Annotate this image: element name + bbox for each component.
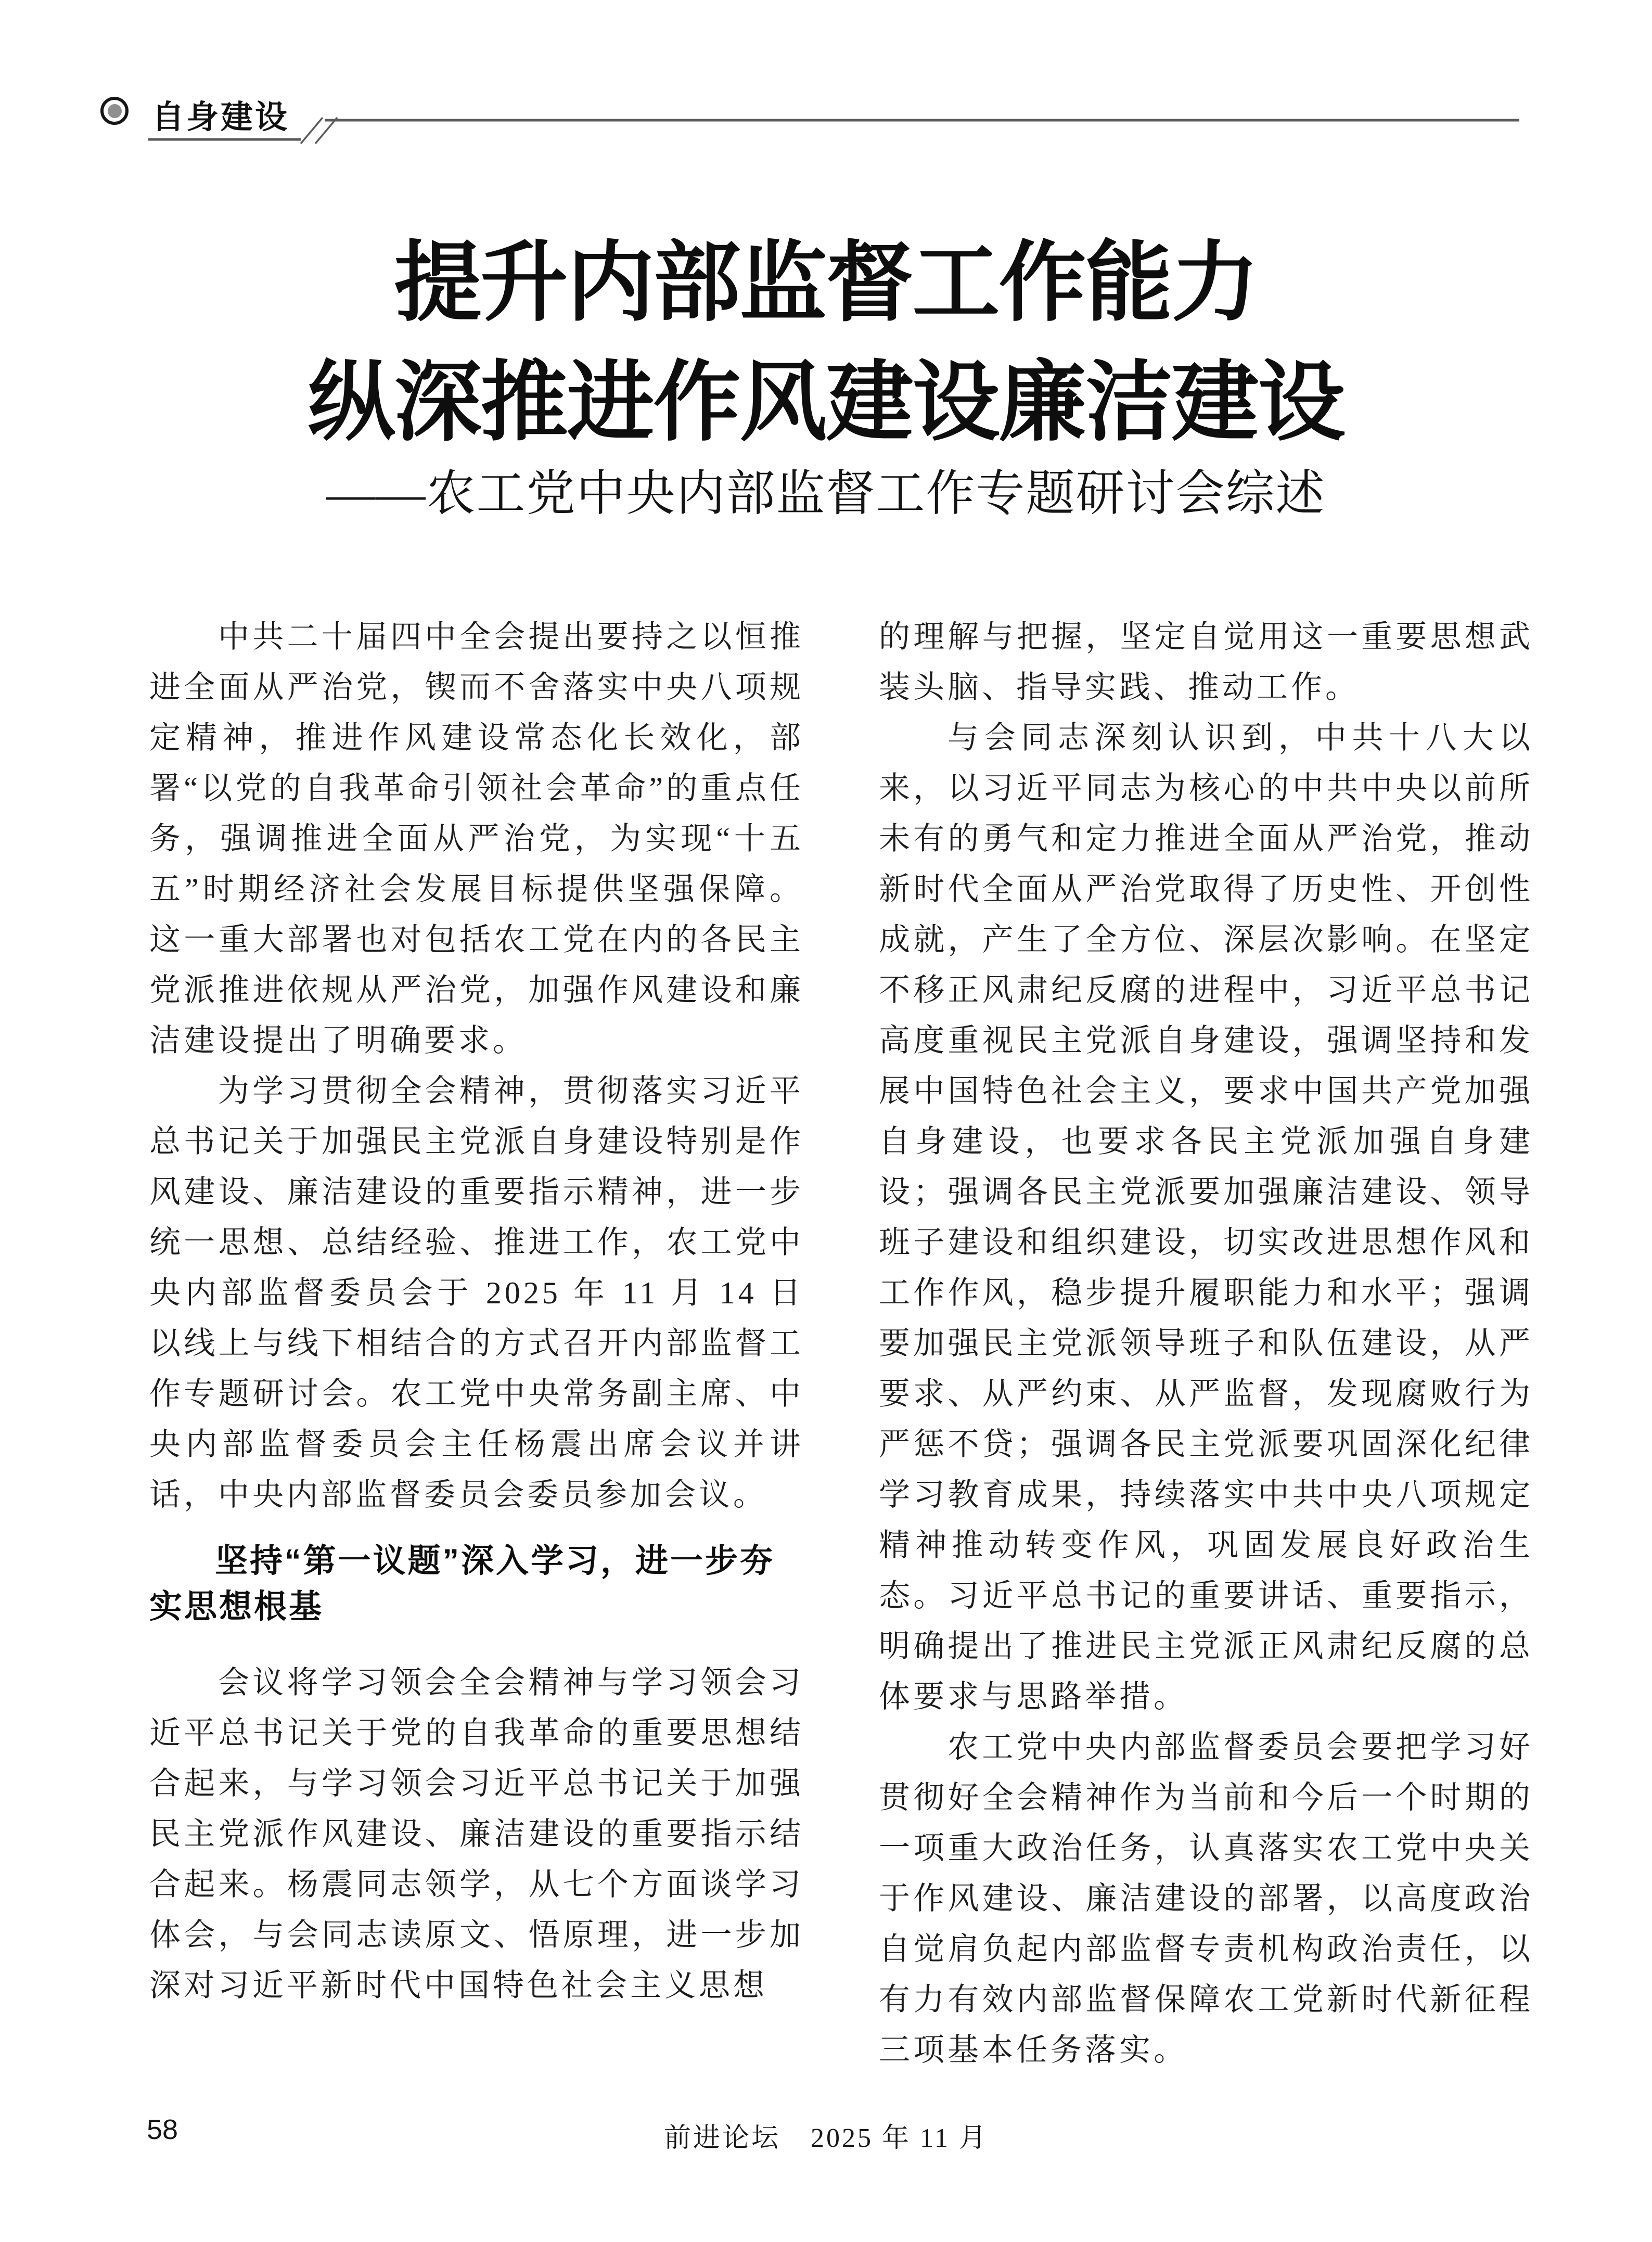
- body-paragraph-continued: 的理解与把握，坚定自觉用这一重要思想武装头脑、指导实践、推动工作。: [879, 620, 1533, 704]
- section-heading: 坚持“第一议题”深入学习，进一步夯实思想根基: [149, 1543, 775, 1625]
- body-column-right: [879, 612, 1533, 2090]
- footer-issue-date: 2025 年 11 月: [810, 2123, 989, 2153]
- body-paragraph: 农工党中央内部监督委员会要把学习好贯彻好全会精神作为当前和今后一个时期的一项重大政治任务，认真落实农工党中央关于作风建设、廉洁建设的部署，以高度政治自觉肩负起内部监督专责机构政治责任，以有力有效内部监督保障农工党新时代新征程三项基本任务落实。: [879, 1730, 1533, 2067]
- body-paragraph: 会议将学习领会全会精神与学习领会习近平总书记关于党的自我革命的重要思想结合起来，与学习领会习近平总书记关于加强民主党派作风建设、廉洁建设的重要指示结合起来。杨震同志领学，从七个方面谈学习体会，与会同志读原文、悟原理，进一步加深对习近平新时代中国特色社会主义思想: [149, 1666, 804, 2003]
- body-paragraph: 与会同志深刻认识到，中共十八大以来，以习近平同志为核心的中共中央以前所未有的勇气和定力推进全面从严治党，推动新时代全面从严治党取得了历史性、开创性成就，产生了全方位、深层次影响。在坚定不移正风肃纪反腐的进程中，习近平总书记高度重视民主党派自身建设，强调坚持和发展中国特色社会主义，要求中国共产党加强自身建设，也要求各民主党派加强自身建设；强调各民主党派要加强廉洁建设、领导班子建设和组织建设，切实改进思想作风和工作作风，稳步提升履职能力和水平；强调要加强民主党派领导班子和队伍建设，从严要求、从严约束、从严监督，发现腐败行为严惩不贷；强调各民主党派要巩固深化纪律学习教育成果，持续落实中共中央八项规定精神推动转变作风，巩固发展良好政治生态。习近平总书记的重要讲话、重要指示，明确提出了推进民主党派正风肃纪反腐的总体要求与思路举措。: [879, 721, 1533, 1714]
- footer-journal-name: 前进论坛: [663, 2123, 780, 2153]
- body-paragraph: 为学习贯彻全会精神，贯彻落实习近平总书记关于加强民主党派自身建设特别是作风建设、廉洁建设的重要指示精神，进一步统一思想、总结经验、推进工作，农工党中央内部监督委员会于 2025 年 11 月 14 日以线上与线下相结合的方式召开内部监督工作专题研讨会。农工党中央常务副主席、中央内部监督委员会主任杨震出席会议并讲话，中央内部监督委员会委员参加会议。: [149, 1074, 804, 1512]
- body-column-left: [149, 612, 804, 2090]
- page-number: 58: [147, 2114, 178, 2145]
- section-label: 自身建设: [152, 99, 290, 135]
- footer-center: [0, 2116, 1652, 2155]
- article-title: [0, 223, 1652, 462]
- article-title-line2: 纵深推进作风建设廉洁建设: [308, 353, 1344, 451]
- body-paragraph: 中共二十届四中全会提出要持之以恒推进全面从严治党，锲而不舍落实中央八项规定精神，推进作风建设常态化长效化，部署“以党的自我革命引领社会革命”的重点任务，强调推进全面从严治党，为实现“十五五”时期经济社会发展目标提供坚强保障。这一重大部署也对包括农工党在内的各民主党派推进依规从严治党，加强作风建设和廉洁建设提出了明确要求。: [149, 620, 804, 1058]
- article-subtitle: ——农工党中央内部监督工作专题研讨会综述: [326, 467, 1326, 521]
- article-title-line1: 提升内部监督工作能力: [394, 234, 1258, 331]
- page-header: [0, 0, 1652, 177]
- header-rule-decoration: [120, 116, 1535, 149]
- page-footer: [0, 2111, 1652, 2153]
